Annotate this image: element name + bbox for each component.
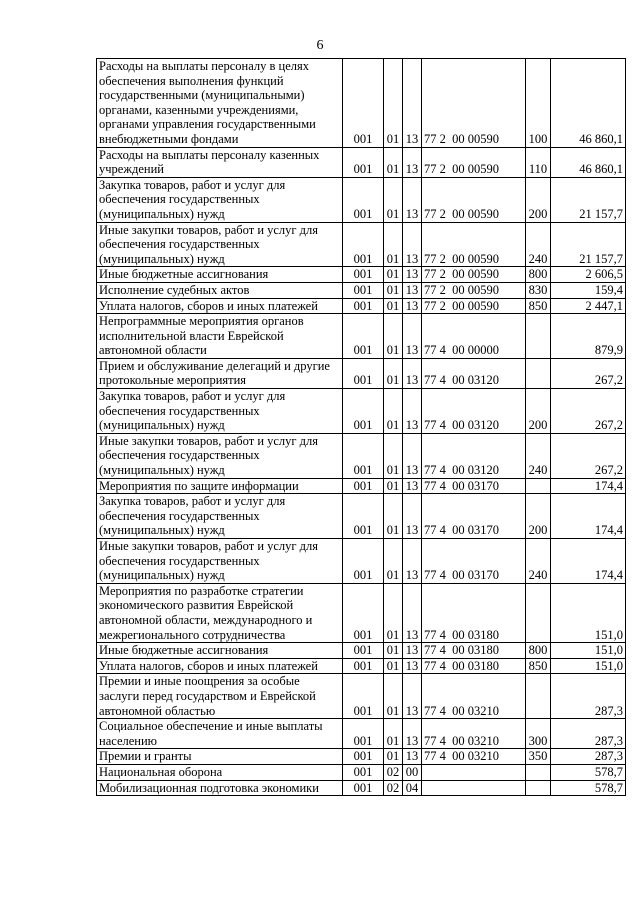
row-name-cell: Мероприятия по защите информации [97, 478, 343, 494]
table-row [97, 177, 626, 222]
target-code-cell: 77 4 00 00000 [422, 314, 526, 359]
table-row [97, 267, 626, 283]
target-code-cell [422, 764, 526, 780]
section-code-cell: 01 [384, 643, 403, 659]
admin-code-cell: 001 [343, 749, 384, 765]
section-code-cell: 01 [384, 282, 403, 298]
admin-code-cell: 001 [343, 494, 384, 539]
target-code-cell: 77 4 00 03210 [422, 749, 526, 765]
target-code-cell: 77 4 00 03170 [422, 478, 526, 494]
subsection-code-cell: 13 [403, 643, 422, 659]
section-code-cell: 01 [384, 478, 403, 494]
admin-code-cell: 001 [343, 282, 384, 298]
subsection-code-cell: 13 [403, 298, 422, 314]
target-code-cell: 77 4 00 03210 [422, 719, 526, 749]
row-name-cell: Непрограммные мероприятия органов исполнительной власти Еврейской автономной области [97, 314, 343, 359]
admin-code-cell: 001 [343, 147, 384, 177]
subsection-code-cell: 13 [403, 658, 422, 674]
section-code-cell: 01 [384, 59, 403, 148]
table-row [97, 749, 626, 765]
row-name-cell: Исполнение судебных актов [97, 282, 343, 298]
table-row [97, 358, 626, 388]
section-code-cell: 01 [384, 358, 403, 388]
amount-cell: 21 157,7 [551, 177, 626, 222]
row-name-cell: Иные закупки товаров, работ и услуг для обеспечения государственных (муниципальных) нужд [97, 539, 343, 584]
row-name-cell: Закупка товаров, работ и услуг для обеспечения государственных (муниципальных) нужд [97, 389, 343, 434]
target-code-cell: 77 2 00 00590 [422, 222, 526, 267]
admin-code-cell: 001 [343, 358, 384, 388]
admin-code-cell: 001 [343, 298, 384, 314]
amount-cell: 21 157,7 [551, 222, 626, 267]
expense-type-cell: 200 [526, 494, 551, 539]
subsection-code-cell: 13 [403, 433, 422, 478]
admin-code-cell: 001 [343, 177, 384, 222]
section-code-cell: 01 [384, 719, 403, 749]
row-name-cell: Уплата налогов, сборов и иных платежей [97, 658, 343, 674]
target-code-cell: 77 2 00 00590 [422, 282, 526, 298]
expense-type-cell: 240 [526, 539, 551, 584]
target-code-cell: 77 4 00 03180 [422, 583, 526, 642]
admin-code-cell: 001 [343, 780, 384, 796]
expense-type-cell [526, 764, 551, 780]
subsection-code-cell: 13 [403, 478, 422, 494]
subsection-code-cell: 13 [403, 314, 422, 359]
amount-cell: 174,4 [551, 539, 626, 584]
amount-cell: 174,4 [551, 494, 626, 539]
expense-type-cell: 800 [526, 643, 551, 659]
section-code-cell: 01 [384, 433, 403, 478]
section-code-cell: 01 [384, 314, 403, 359]
target-code-cell: 77 2 00 00590 [422, 177, 526, 222]
expense-type-cell: 240 [526, 222, 551, 267]
amount-cell: 578,7 [551, 780, 626, 796]
subsection-code-cell: 13 [403, 267, 422, 283]
subsection-code-cell: 13 [403, 147, 422, 177]
subsection-code-cell: 13 [403, 59, 422, 148]
admin-code-cell: 001 [343, 674, 384, 719]
subsection-code-cell: 13 [403, 539, 422, 584]
admin-code-cell: 001 [343, 764, 384, 780]
subsection-code-cell: 13 [403, 719, 422, 749]
table-row [97, 658, 626, 674]
target-code-cell: 77 4 00 03170 [422, 494, 526, 539]
admin-code-cell: 001 [343, 658, 384, 674]
budget-table [96, 58, 626, 796]
section-code-cell: 01 [384, 658, 403, 674]
expense-type-cell [526, 358, 551, 388]
table-row [97, 780, 626, 796]
row-name-cell: Расходы на выплаты персоналу казенных учреждений [97, 147, 343, 177]
amount-cell: 287,3 [551, 719, 626, 749]
row-name-cell: Премии и гранты [97, 749, 343, 765]
row-name-cell: Иные бюджетные ассигнования [97, 643, 343, 659]
budget-table-body [97, 59, 626, 796]
section-code-cell: 02 [384, 780, 403, 796]
amount-cell: 151,0 [551, 583, 626, 642]
subsection-code-cell: 13 [403, 674, 422, 719]
target-code-cell: 77 2 00 00590 [422, 267, 526, 283]
amount-cell: 174,4 [551, 478, 626, 494]
target-code-cell: 77 2 00 00590 [422, 59, 526, 148]
admin-code-cell: 001 [343, 539, 384, 584]
subsection-code-cell: 13 [403, 494, 422, 539]
target-code-cell: 77 4 00 03120 [422, 358, 526, 388]
table-row [97, 282, 626, 298]
expense-type-cell: 350 [526, 749, 551, 765]
section-code-cell: 01 [384, 267, 403, 283]
section-code-cell: 01 [384, 298, 403, 314]
table-row [97, 222, 626, 267]
row-name-cell: Закупка товаров, работ и услуг для обеспечения государственных (муниципальных) нужд [97, 177, 343, 222]
amount-cell: 267,2 [551, 433, 626, 478]
admin-code-cell: 001 [343, 222, 384, 267]
section-code-cell: 01 [384, 147, 403, 177]
amount-cell: 151,0 [551, 658, 626, 674]
target-code-cell: 77 4 00 03180 [422, 643, 526, 659]
amount-cell: 159,4 [551, 282, 626, 298]
admin-code-cell: 001 [343, 433, 384, 478]
row-name-cell: Прием и обслуживание делегаций и другие протокольные мероприятия [97, 358, 343, 388]
table-row [97, 643, 626, 659]
subsection-code-cell: 13 [403, 389, 422, 434]
expense-type-cell [526, 780, 551, 796]
expense-type-cell: 830 [526, 282, 551, 298]
section-code-cell: 01 [384, 583, 403, 642]
target-code-cell [422, 780, 526, 796]
subsection-code-cell: 13 [403, 583, 422, 642]
table-row [97, 719, 626, 749]
section-code-cell: 01 [384, 177, 403, 222]
table-row [97, 433, 626, 478]
row-name-cell: Национальная оборона [97, 764, 343, 780]
amount-cell: 578,7 [551, 764, 626, 780]
subsection-code-cell: 04 [403, 780, 422, 796]
target-code-cell: 77 4 00 03120 [422, 389, 526, 434]
expense-type-cell: 300 [526, 719, 551, 749]
table-row [97, 147, 626, 177]
section-code-cell: 01 [384, 749, 403, 765]
table-row [97, 314, 626, 359]
table-row [97, 59, 626, 148]
row-name-cell: Социальное обеспечение и иные выплаты населению [97, 719, 343, 749]
table-row [97, 764, 626, 780]
row-name-cell: Закупка товаров, работ и услуг для обеспечения государственных (муниципальных) нужд [97, 494, 343, 539]
subsection-code-cell: 13 [403, 177, 422, 222]
section-code-cell: 01 [384, 674, 403, 719]
amount-cell: 267,2 [551, 358, 626, 388]
expense-type-cell: 850 [526, 658, 551, 674]
amount-cell: 151,0 [551, 643, 626, 659]
row-name-cell: Расходы на выплаты персоналу в целях обеспечения выполнения функций государственными (муниципальными) органами, казенными учреждениями, органами управления государственными внебюджетными фондами [97, 59, 343, 148]
admin-code-cell: 001 [343, 314, 384, 359]
target-code-cell: 77 2 00 00590 [422, 147, 526, 177]
expense-type-cell: 200 [526, 177, 551, 222]
row-name-cell: Уплата налогов, сборов и иных платежей [97, 298, 343, 314]
row-name-cell: Мероприятия по разработке стратегии экономического развития Еврейской автономной области, международного и межрегионального сотрудничества [97, 583, 343, 642]
page-number: 6 [316, 38, 324, 53]
expense-type-cell [526, 583, 551, 642]
expense-type-cell: 100 [526, 59, 551, 148]
row-name-cell: Премии и иные поощрения за особые заслуги перед государством и Еврейской автономной областью [97, 674, 343, 719]
row-name-cell: Иные бюджетные ассигнования [97, 267, 343, 283]
section-code-cell: 01 [384, 222, 403, 267]
subsection-code-cell: 13 [403, 358, 422, 388]
row-name-cell: Мобилизационная подготовка экономики [97, 780, 343, 796]
amount-cell: 287,3 [551, 749, 626, 765]
target-code-cell: 77 2 00 00590 [422, 298, 526, 314]
expense-type-cell: 240 [526, 433, 551, 478]
expense-type-cell: 200 [526, 389, 551, 434]
subsection-code-cell: 13 [403, 749, 422, 765]
amount-cell: 46 860,1 [551, 59, 626, 148]
row-name-cell: Иные закупки товаров, работ и услуг для обеспечения государственных (муниципальных) нужд [97, 222, 343, 267]
target-code-cell: 77 4 00 03180 [422, 658, 526, 674]
admin-code-cell: 001 [343, 478, 384, 494]
admin-code-cell: 001 [343, 389, 384, 434]
expense-type-cell: 110 [526, 147, 551, 177]
amount-cell: 2 606,5 [551, 267, 626, 283]
section-code-cell: 01 [384, 539, 403, 584]
table-row [97, 494, 626, 539]
amount-cell: 46 860,1 [551, 147, 626, 177]
admin-code-cell: 001 [343, 267, 384, 283]
section-code-cell: 02 [384, 764, 403, 780]
target-code-cell: 77 4 00 03170 [422, 539, 526, 584]
expense-type-cell [526, 314, 551, 359]
table-row [97, 674, 626, 719]
amount-cell: 879,9 [551, 314, 626, 359]
target-code-cell: 77 4 00 03120 [422, 433, 526, 478]
admin-code-cell: 001 [343, 719, 384, 749]
expense-type-cell: 800 [526, 267, 551, 283]
amount-cell: 287,3 [551, 674, 626, 719]
expense-type-cell: 850 [526, 298, 551, 314]
row-name-cell: Иные закупки товаров, работ и услуг для обеспечения государственных (муниципальных) нужд [97, 433, 343, 478]
admin-code-cell: 001 [343, 59, 384, 148]
amount-cell: 267,2 [551, 389, 626, 434]
admin-code-cell: 001 [343, 643, 384, 659]
table-row [97, 298, 626, 314]
target-code-cell: 77 4 00 03210 [422, 674, 526, 719]
subsection-code-cell: 13 [403, 222, 422, 267]
section-code-cell: 01 [384, 389, 403, 434]
subsection-code-cell: 13 [403, 282, 422, 298]
table-row [97, 389, 626, 434]
amount-cell: 2 447,1 [551, 298, 626, 314]
admin-code-cell: 001 [343, 583, 384, 642]
table-row [97, 539, 626, 584]
subsection-code-cell: 00 [403, 764, 422, 780]
expense-type-cell [526, 478, 551, 494]
section-code-cell: 01 [384, 494, 403, 539]
table-row [97, 583, 626, 642]
expense-type-cell [526, 674, 551, 719]
table-row [97, 478, 626, 494]
